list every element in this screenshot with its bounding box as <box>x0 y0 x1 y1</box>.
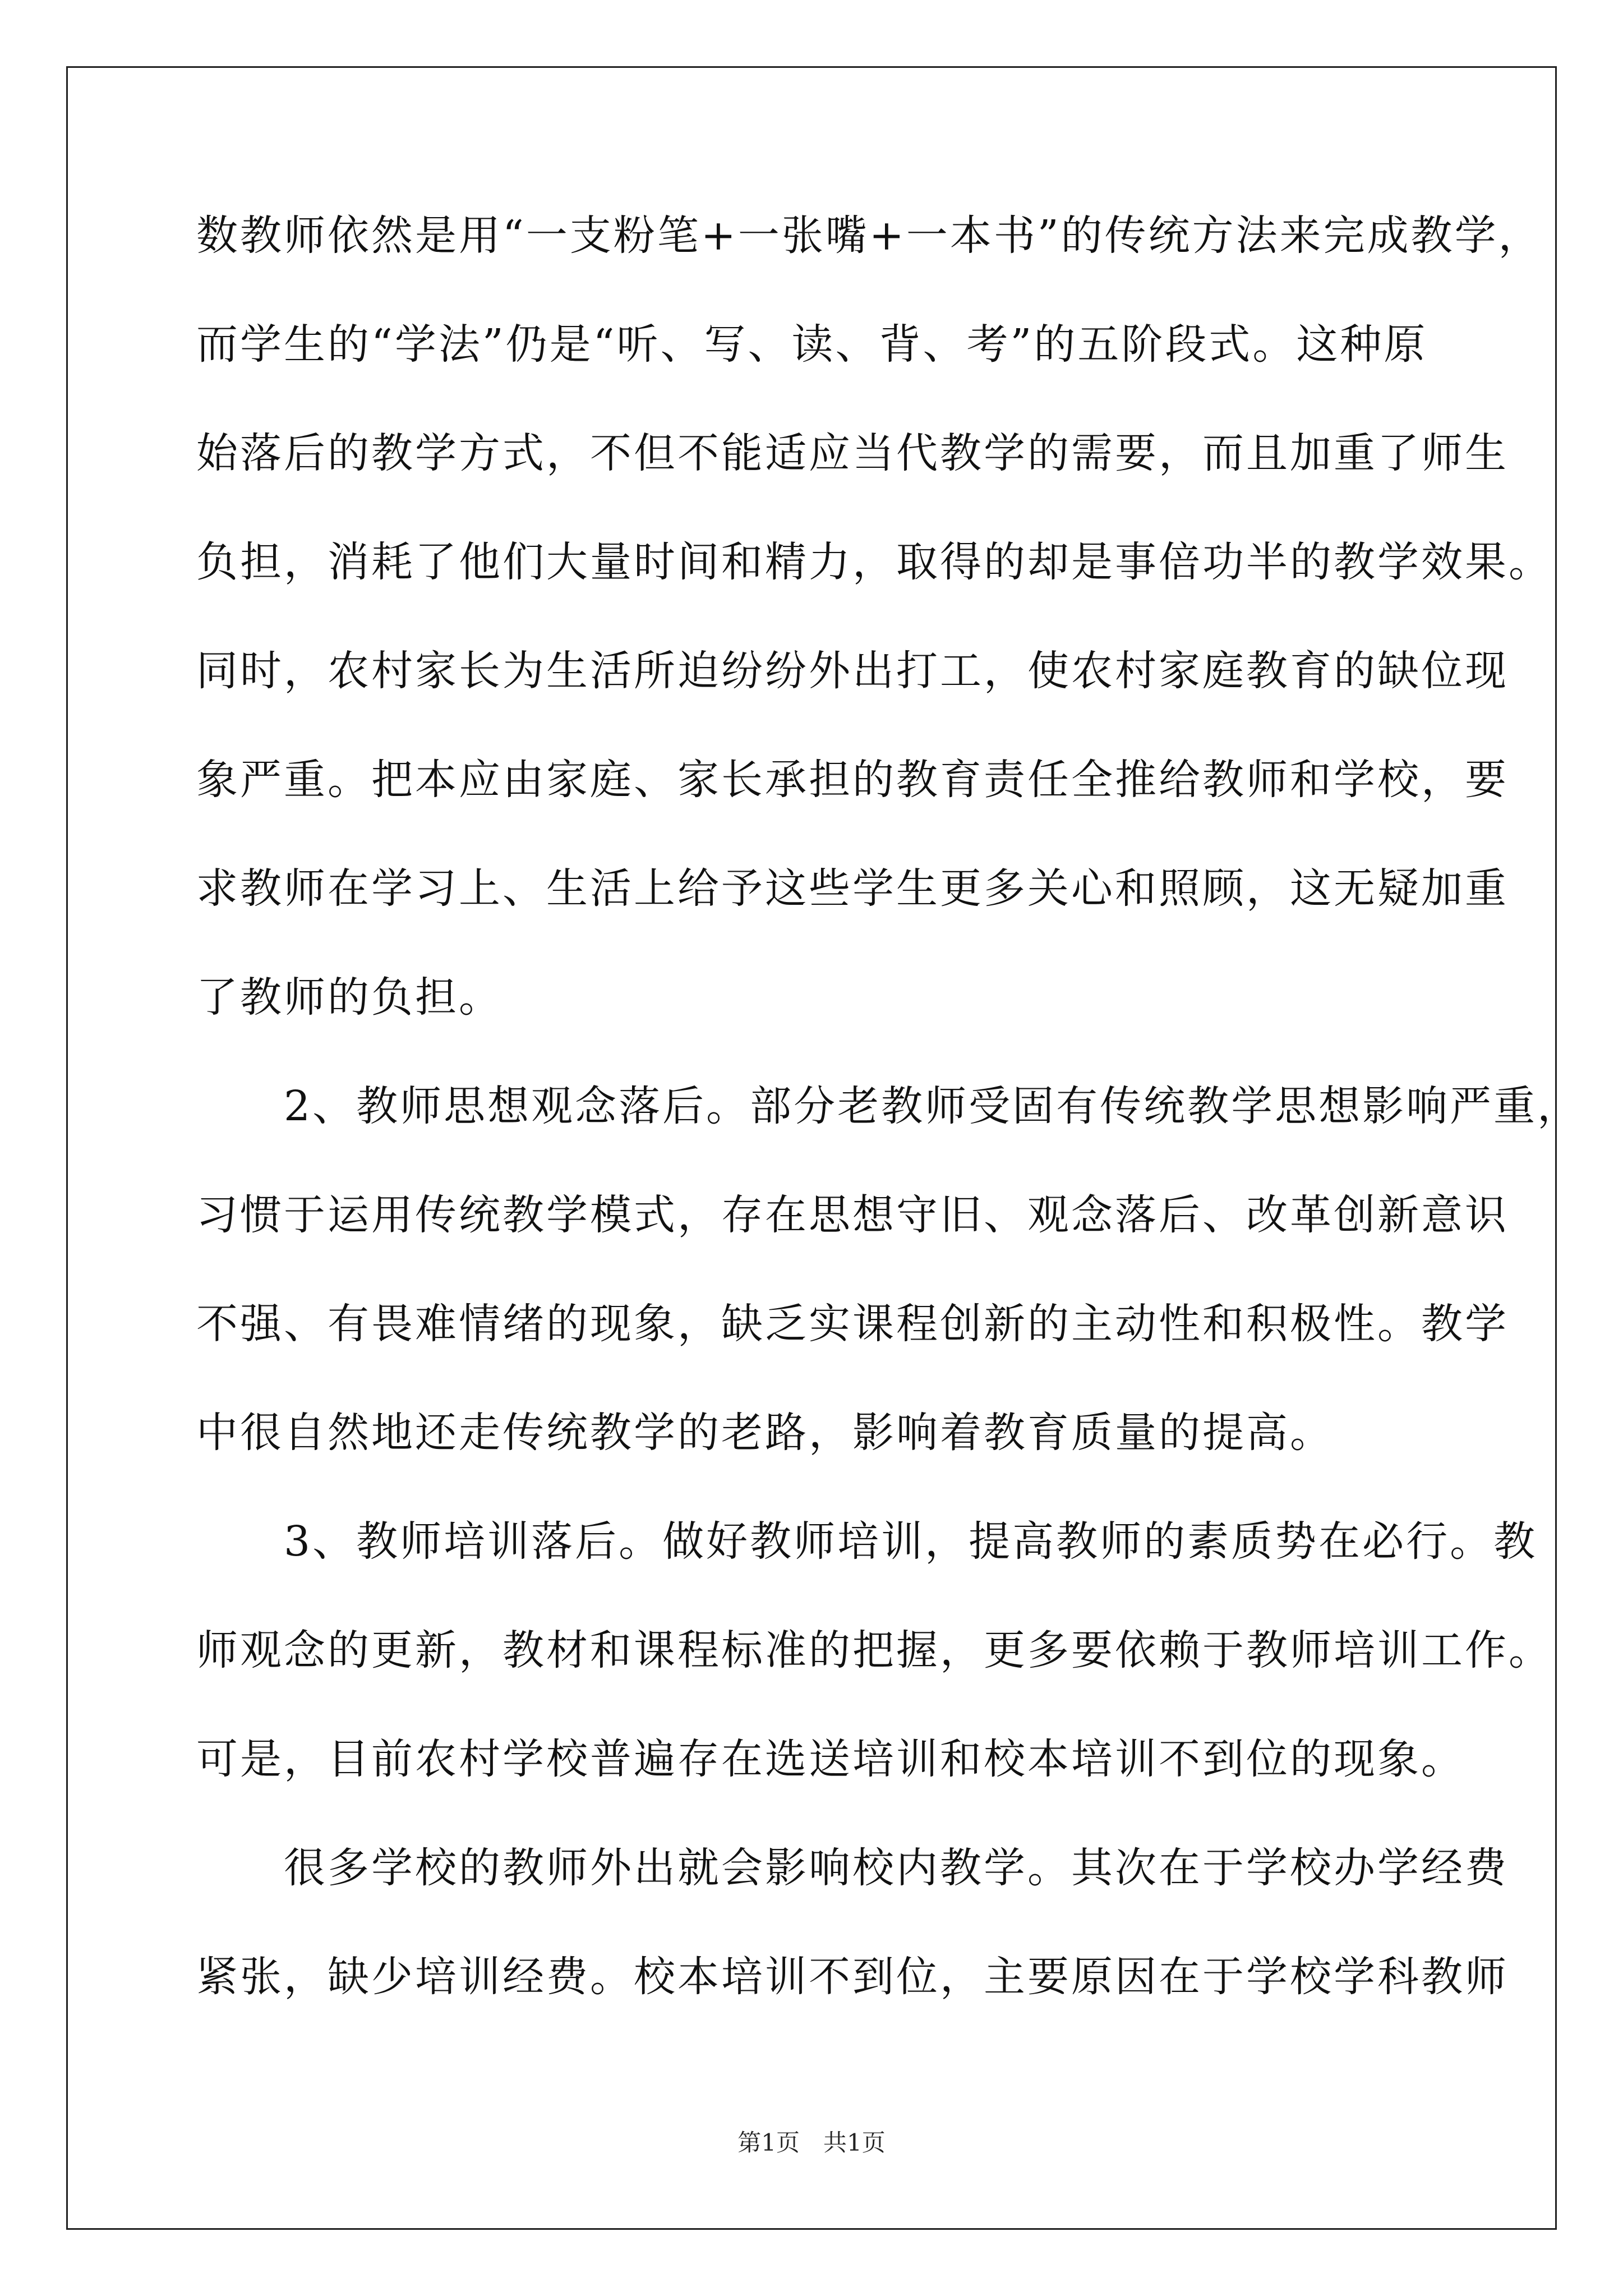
text-line: 求教师在学习上、生活上给予这些学生更多关心和照顾，这无疑加重 <box>196 864 1509 913</box>
page-border <box>66 66 1557 2230</box>
text-line: 同时，农村家长为生活所迫纷纷外出打工，使农村家庭教育的缺位现 <box>196 647 1509 695</box>
text-line: 可是，目前农村学校普遍存在选送培训和校本培训不到位的现象。 <box>196 1735 1465 1783</box>
text-line: 数教师依然是用“一支粉笔+一张嘴+一本书”的传统方法来完成教学， <box>196 211 1542 260</box>
text-line: 2、教师思想观念落后。部分老教师受固有传统教学思想影响严重， <box>196 1082 1581 1130</box>
text-line: 很多学校的教师外出就会影响校内教学。其次在于学校办学经费 <box>196 1844 1509 1892</box>
text-line: 习惯于运用传统教学模式，存在思想守旧、观念落后、改革创新意识 <box>196 1191 1509 1239</box>
text-line: 象严重。把本应由家庭、家长承担的教育责任全推给教师和学校，要 <box>196 756 1509 804</box>
text-line: 3、教师培训落后。做好教师培训，提高教师的素质势在必行。教 <box>196 1517 1538 1566</box>
text-line: 而学生的“学法”仍是“听、写、读、背、考”的五阶段式。这种原 <box>196 320 1428 369</box>
text-line: 不强、有畏难情绪的现象，缺乏实课程创新的主动性和积极性。教学 <box>196 1300 1509 1348</box>
text-line: 负担，消耗了他们大量时间和精力，取得的却是事倍功半的教学效果。 <box>196 538 1552 586</box>
text-line: 中很自然地还走传统教学的老路，影响着教育质量的提高。 <box>196 1409 1334 1457</box>
text-line: 师观念的更新，教材和课程标准的把握，更多要依赖于教师培训工作。 <box>196 1626 1552 1674</box>
page-footer: 第1页 共1页 <box>737 2129 886 2156</box>
text-line: 紧张，缺少培训经费。校本培训不到位，主要原因在于学校学科教师 <box>196 1953 1509 2001</box>
text-line: 了教师的负担。 <box>196 973 502 1022</box>
text-line: 始落后的教学方式，不但不能适应当代教学的需要，而且加重了师生 <box>196 429 1509 477</box>
